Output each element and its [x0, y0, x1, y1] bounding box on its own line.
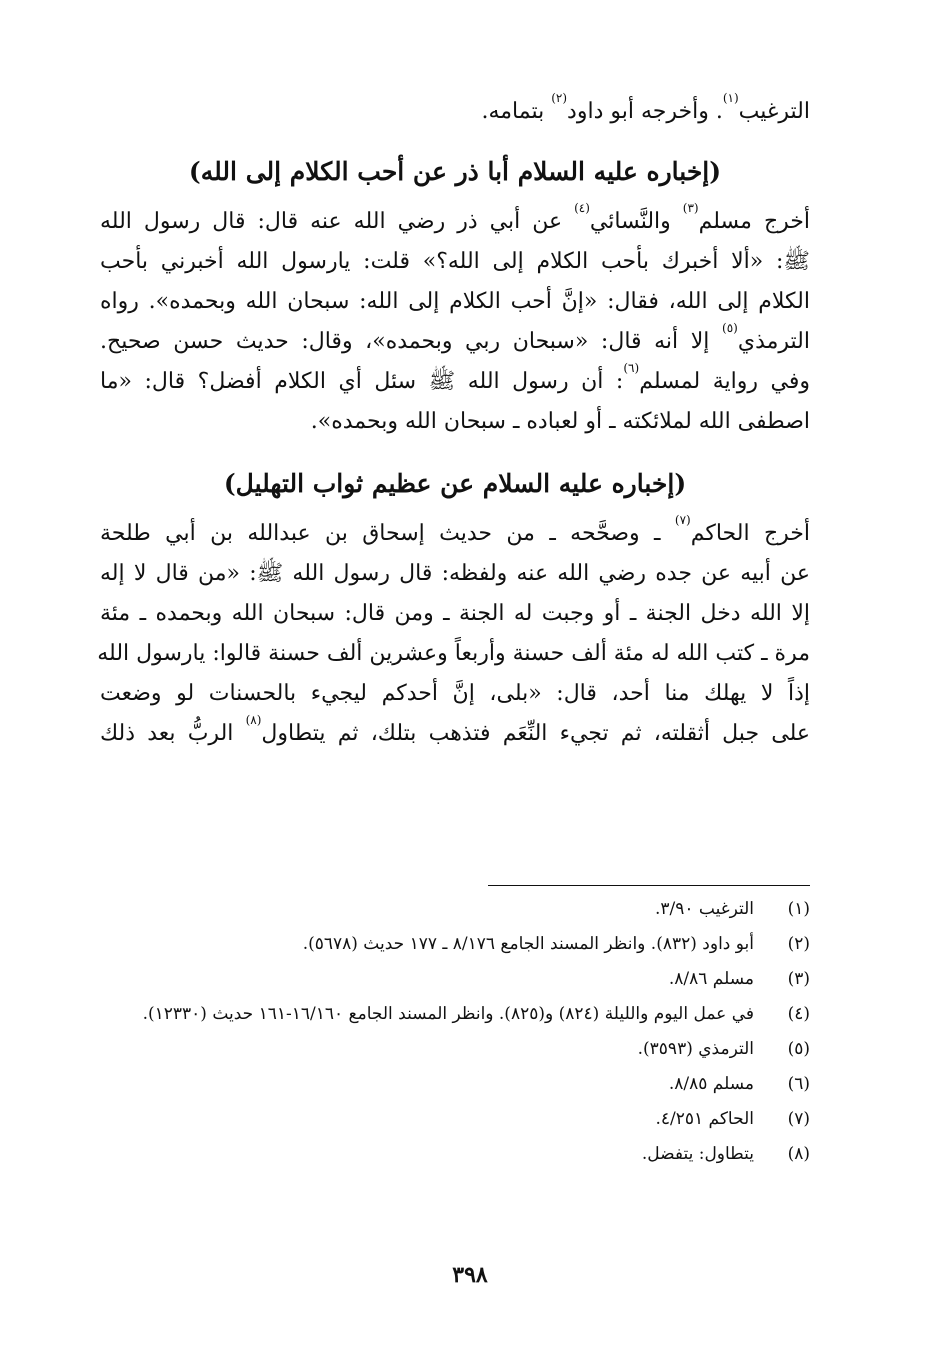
- text-run: : أن رسول الله ﷺ سئل أي الكلام أفضل؟ قال: «ما: [100, 369, 624, 394]
- footnote-divider: [488, 885, 810, 886]
- footnote-item: [105, 1073, 810, 1096]
- footnote-ref[interactable]: (٢): [551, 91, 568, 105]
- text-run: الربُّ بعد ذلك: [100, 721, 246, 746]
- text-line: [100, 362, 810, 402]
- footnotes: [105, 885, 810, 1166]
- footnote-number: (٧): [787, 1109, 810, 1129]
- footnote-text: مسلم ٨/٨٥.: [668, 1074, 754, 1094]
- text-line: [100, 322, 810, 362]
- footnote-number: (٢): [787, 934, 810, 954]
- footnote-item: [105, 1108, 810, 1131]
- text-line: [100, 202, 810, 242]
- footnote-item: [105, 1038, 810, 1061]
- text-line: [100, 514, 810, 554]
- text-line: اصطفى الله لملائكته ـ أو لعباده ـ سبحان الله وبحمده».: [310, 409, 810, 434]
- text-line: إذاً لا يهلك منا أحد، قال: «بلى، إنَّ أحدكم ليجيء بالحسنات لو وضعت: [100, 681, 810, 706]
- text-run: . وأخرجه أبو داود: [567, 99, 723, 124]
- footnote-ref[interactable]: (٥): [722, 321, 738, 335]
- section-heading: (إخباره عليه السلام عن عظيم ثواب التهليل): [223, 469, 687, 498]
- footnote-text: يتطاول: يتفضل.: [641, 1144, 754, 1164]
- footnote-number: (٨): [787, 1144, 810, 1164]
- text-run: إلا أنه قال: «سبحان ربي وبحمده»، وقال: حديث حسن صحيح.: [100, 329, 723, 354]
- text-run: والنَّسائي: [589, 209, 683, 234]
- footnote-item: [105, 1003, 810, 1026]
- footnote-text: مسلم ٨/٨٦.: [668, 969, 754, 989]
- main-text: [97, 91, 810, 754]
- footnote-text: في عمل اليوم والليلة (٨٢٤) و(٨٢٥). وانظر المسند الجامع ١٦/١٦٠-١٦١ حديث (١٢٣٣٠).: [142, 1004, 754, 1024]
- footnote-item: [105, 1143, 810, 1166]
- text-run: وفي رواية لمسلم: [639, 369, 810, 394]
- footnote-item: [105, 968, 810, 991]
- footnote-ref[interactable]: (٨): [245, 713, 262, 727]
- text-line: [100, 714, 810, 754]
- text-run: على جبل أثقلته، ثم تجيء النِّعَم فتذهب بتلك، ثم يتطاول: [261, 721, 810, 746]
- footnote-text: الحاكم ٤/٢٥١.: [655, 1109, 754, 1129]
- footnote-number: (٣): [787, 969, 810, 989]
- text-run: ـ وصحَّحه ـ من حديث إسحاق بن عبدالله بن أبي طلحة: [100, 521, 675, 546]
- footnote-number: (١): [787, 899, 810, 919]
- text-run: الترمذي: [737, 329, 810, 354]
- footnote-text: الترغيب ٣/٩٠.: [654, 899, 754, 919]
- footnote-ref[interactable]: (٣): [682, 201, 699, 215]
- text-run: أخرج الحاكم: [690, 521, 810, 546]
- text-line: إلا الله دخل الجنة ـ أو وجبت له الجنة ـ ومن قال: سبحان الله وبحمده ـ مئة: [100, 601, 810, 626]
- text-run: أخرج مسلم: [698, 209, 810, 234]
- footnote-item: [105, 898, 810, 921]
- text-line: عن أبيه عن جده رضي الله عنه ولفظه: قال رسول الله ﷺ: «من قال لا إله: [100, 561, 810, 586]
- footnote-text: أبو داود (٨٣٢). وانظر المسند الجامع ٨/١٧٦ ـ ١٧٧ حديث (٥٦٧٨).: [302, 934, 754, 954]
- text-run: بتمامه.: [481, 99, 552, 124]
- text-run: الترغيب: [738, 99, 810, 124]
- footnote-ref[interactable]: (٧): [674, 513, 691, 527]
- text-line: الكلام إلى الله، فقال: «إنَّ أحب الكلام إلى الله: سبحان الله وبحمده». رواه: [100, 289, 810, 314]
- footnote-ref[interactable]: (٦): [623, 361, 640, 375]
- page-number: ٣٩٨: [452, 1262, 488, 1288]
- text-line: مرة ـ كتب الله له مئة ألف حسنة وأربعاً وعشرين ألف حسنة قالوا: يارسول الله: [97, 641, 810, 666]
- footnote-ref[interactable]: (١): [722, 91, 739, 105]
- text-run: عن أبي ذر رضي الله عنه قال: قال رسول الله: [100, 209, 575, 234]
- footnote-text: الترمذي (٣٥٩٣).: [637, 1039, 754, 1059]
- section-heading: (إخباره عليه السلام أبا ذر عن أحب الكلام إلى الله): [188, 157, 722, 186]
- footnote-number: (٤): [787, 1004, 810, 1024]
- footnote-number: (٥): [787, 1039, 810, 1059]
- text-line: ﷺ: «ألا أخبرك بأحب الكلام إلى الله؟» قلت: يارسول الله أخبرني بأحب: [100, 249, 810, 274]
- footnote-number: (٦): [787, 1074, 810, 1094]
- footnote-ref[interactable]: (٤): [574, 201, 590, 215]
- text-line: [100, 92, 810, 132]
- footnote-item: [105, 933, 810, 956]
